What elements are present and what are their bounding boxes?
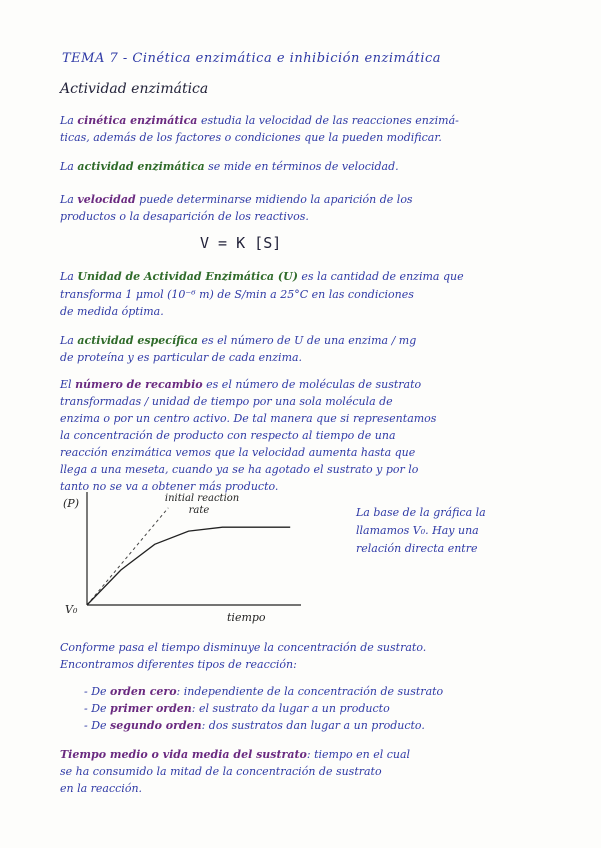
reaction-order-second — [84, 719, 425, 733]
paragraph-actividad — [60, 160, 399, 174]
paragraph-recambio-line4: la concentración de producto con respecto al tiempo de una — [60, 429, 396, 442]
reaction-desc: : independiente de la concentración de sustrato — [176, 685, 444, 698]
paragraph-unidad-line3: de medida óptima. — [60, 305, 164, 318]
annotation-line2: rate — [188, 505, 210, 516]
p5-pre: La — [60, 334, 74, 347]
paragraph-unidad-line1 — [60, 270, 464, 284]
term-especifica: actividad específica — [77, 334, 198, 347]
paragraph-cinetica-line1 — [60, 114, 459, 128]
paragraph-recambio-line1 — [60, 378, 421, 392]
paragraph-unidad-line2: transforma 1 μmol (10⁻⁶ m) de S/min a 25°C en las condiciones — [60, 288, 414, 301]
paragraph-vida-media-line3: en la reacción. — [60, 782, 143, 795]
paragraph-recambio-line3: enzima o por un centro activo. De tal manera que si representamos — [60, 412, 437, 425]
paragraph-recambio-line5: reacción enzimática vemos que la velocidad aumenta hasta que — [60, 446, 416, 459]
paragraph-velocidad-line2: productos o la desaparición de los reactivos. — [60, 210, 309, 223]
p3-pre: La — [60, 193, 74, 206]
annotation-line1: initial reaction — [164, 493, 240, 504]
y-axis-label: (P) — [63, 497, 79, 510]
reaction-desc: : dos sustratos dan lugar a un producto. — [201, 719, 425, 732]
term-segundo-orden: segundo orden — [110, 719, 202, 732]
p3-post: puede determinarse midiendo la aparición de los — [139, 193, 413, 206]
p4-post: es la cantidad de enzima que — [301, 270, 464, 283]
side-note-line1: La base de la gráfica la — [356, 506, 486, 519]
p2-pre: La — [60, 160, 74, 173]
paragraph-recambio-line7: tanto no se va a obtener más producto. — [60, 480, 279, 493]
section-heading: Actividad enzimática — [60, 81, 209, 97]
reaction-order-first — [84, 702, 390, 716]
term-recambio: número de recambio — [75, 378, 203, 391]
rate-formula: V = K [S] — [200, 234, 282, 252]
p1-pre: La — [60, 114, 74, 127]
p2-post: se mide en términos de velocidad. — [208, 160, 399, 173]
paragraph-recambio-line6: llega a una meseta, cuando ya se ha agotado el sustrato y por lo — [60, 463, 419, 476]
p4-pre: La — [60, 270, 74, 283]
side-note-line2: llamamos V₀. Hay una — [356, 524, 479, 537]
paragraph-cinetica-line2: ticas, además de los factores o condiciones que la pueden modificar. — [60, 131, 442, 144]
reaction-order-zero — [84, 685, 443, 699]
p6-post: es el número de moléculas de sustrato — [206, 378, 422, 391]
term-velocidad: velocidad — [77, 193, 136, 206]
paragraph-especifica-line1 — [60, 334, 416, 348]
paragraph-velocidad-line1 — [60, 193, 413, 207]
term-primer-orden: primer orden — [110, 702, 192, 715]
product-curve — [87, 527, 290, 605]
paragraph-vida-media-line2: se ha consumido la mitad de la concentración de sustrato — [60, 765, 382, 778]
reaction-bullet: - De — [84, 702, 107, 715]
paragraph-especifica-line2: de proteína y es particular de cada enzima. — [60, 351, 303, 364]
paragraph-recambio-line2: transformadas / unidad de tiempo por una sola molécula de — [60, 395, 393, 408]
p8-post: : tiempo en el cual — [306, 748, 411, 761]
initial-rate-tangent — [87, 508, 168, 605]
term-actividad: actividad enzimática — [77, 160, 205, 173]
reaction-bullet: - De — [84, 719, 107, 732]
origin-label: V₀ — [65, 603, 78, 616]
p1-post: estudia la velocidad de las reacciones enzimá- — [200, 114, 459, 127]
paragraph-conforme-line2: Encontramos diferentes tipos de reacción: — [60, 658, 297, 671]
page-title: TEMA 7 - Cinética enzimática e inhibición enzimática — [62, 51, 442, 66]
paragraph-conforme-line1: Conforme pasa el tiempo disminuye la concentración de sustrato. — [60, 641, 427, 654]
reaction-desc: : el sustrato da lugar a un producto — [191, 702, 390, 715]
p5-post: es el número de U de una enzima / mg — [201, 334, 417, 347]
reaction-progress-chart — [55, 485, 345, 625]
paragraph-vida-media-line1 — [60, 748, 410, 762]
term-vida-media: Tiempo medio o vida media del sustrato — [60, 748, 307, 761]
p6-pre: El — [60, 378, 72, 391]
side-note-line3: relación directa entre — [356, 542, 478, 555]
term-orden-cero: orden cero — [110, 685, 177, 698]
term-unidad: Unidad de Actividad Enzimática (U) — [77, 270, 298, 283]
reaction-bullet: - De — [84, 685, 107, 698]
x-axis-label: tiempo — [227, 611, 266, 624]
term-cinetica: cinética enzimática — [77, 114, 198, 127]
